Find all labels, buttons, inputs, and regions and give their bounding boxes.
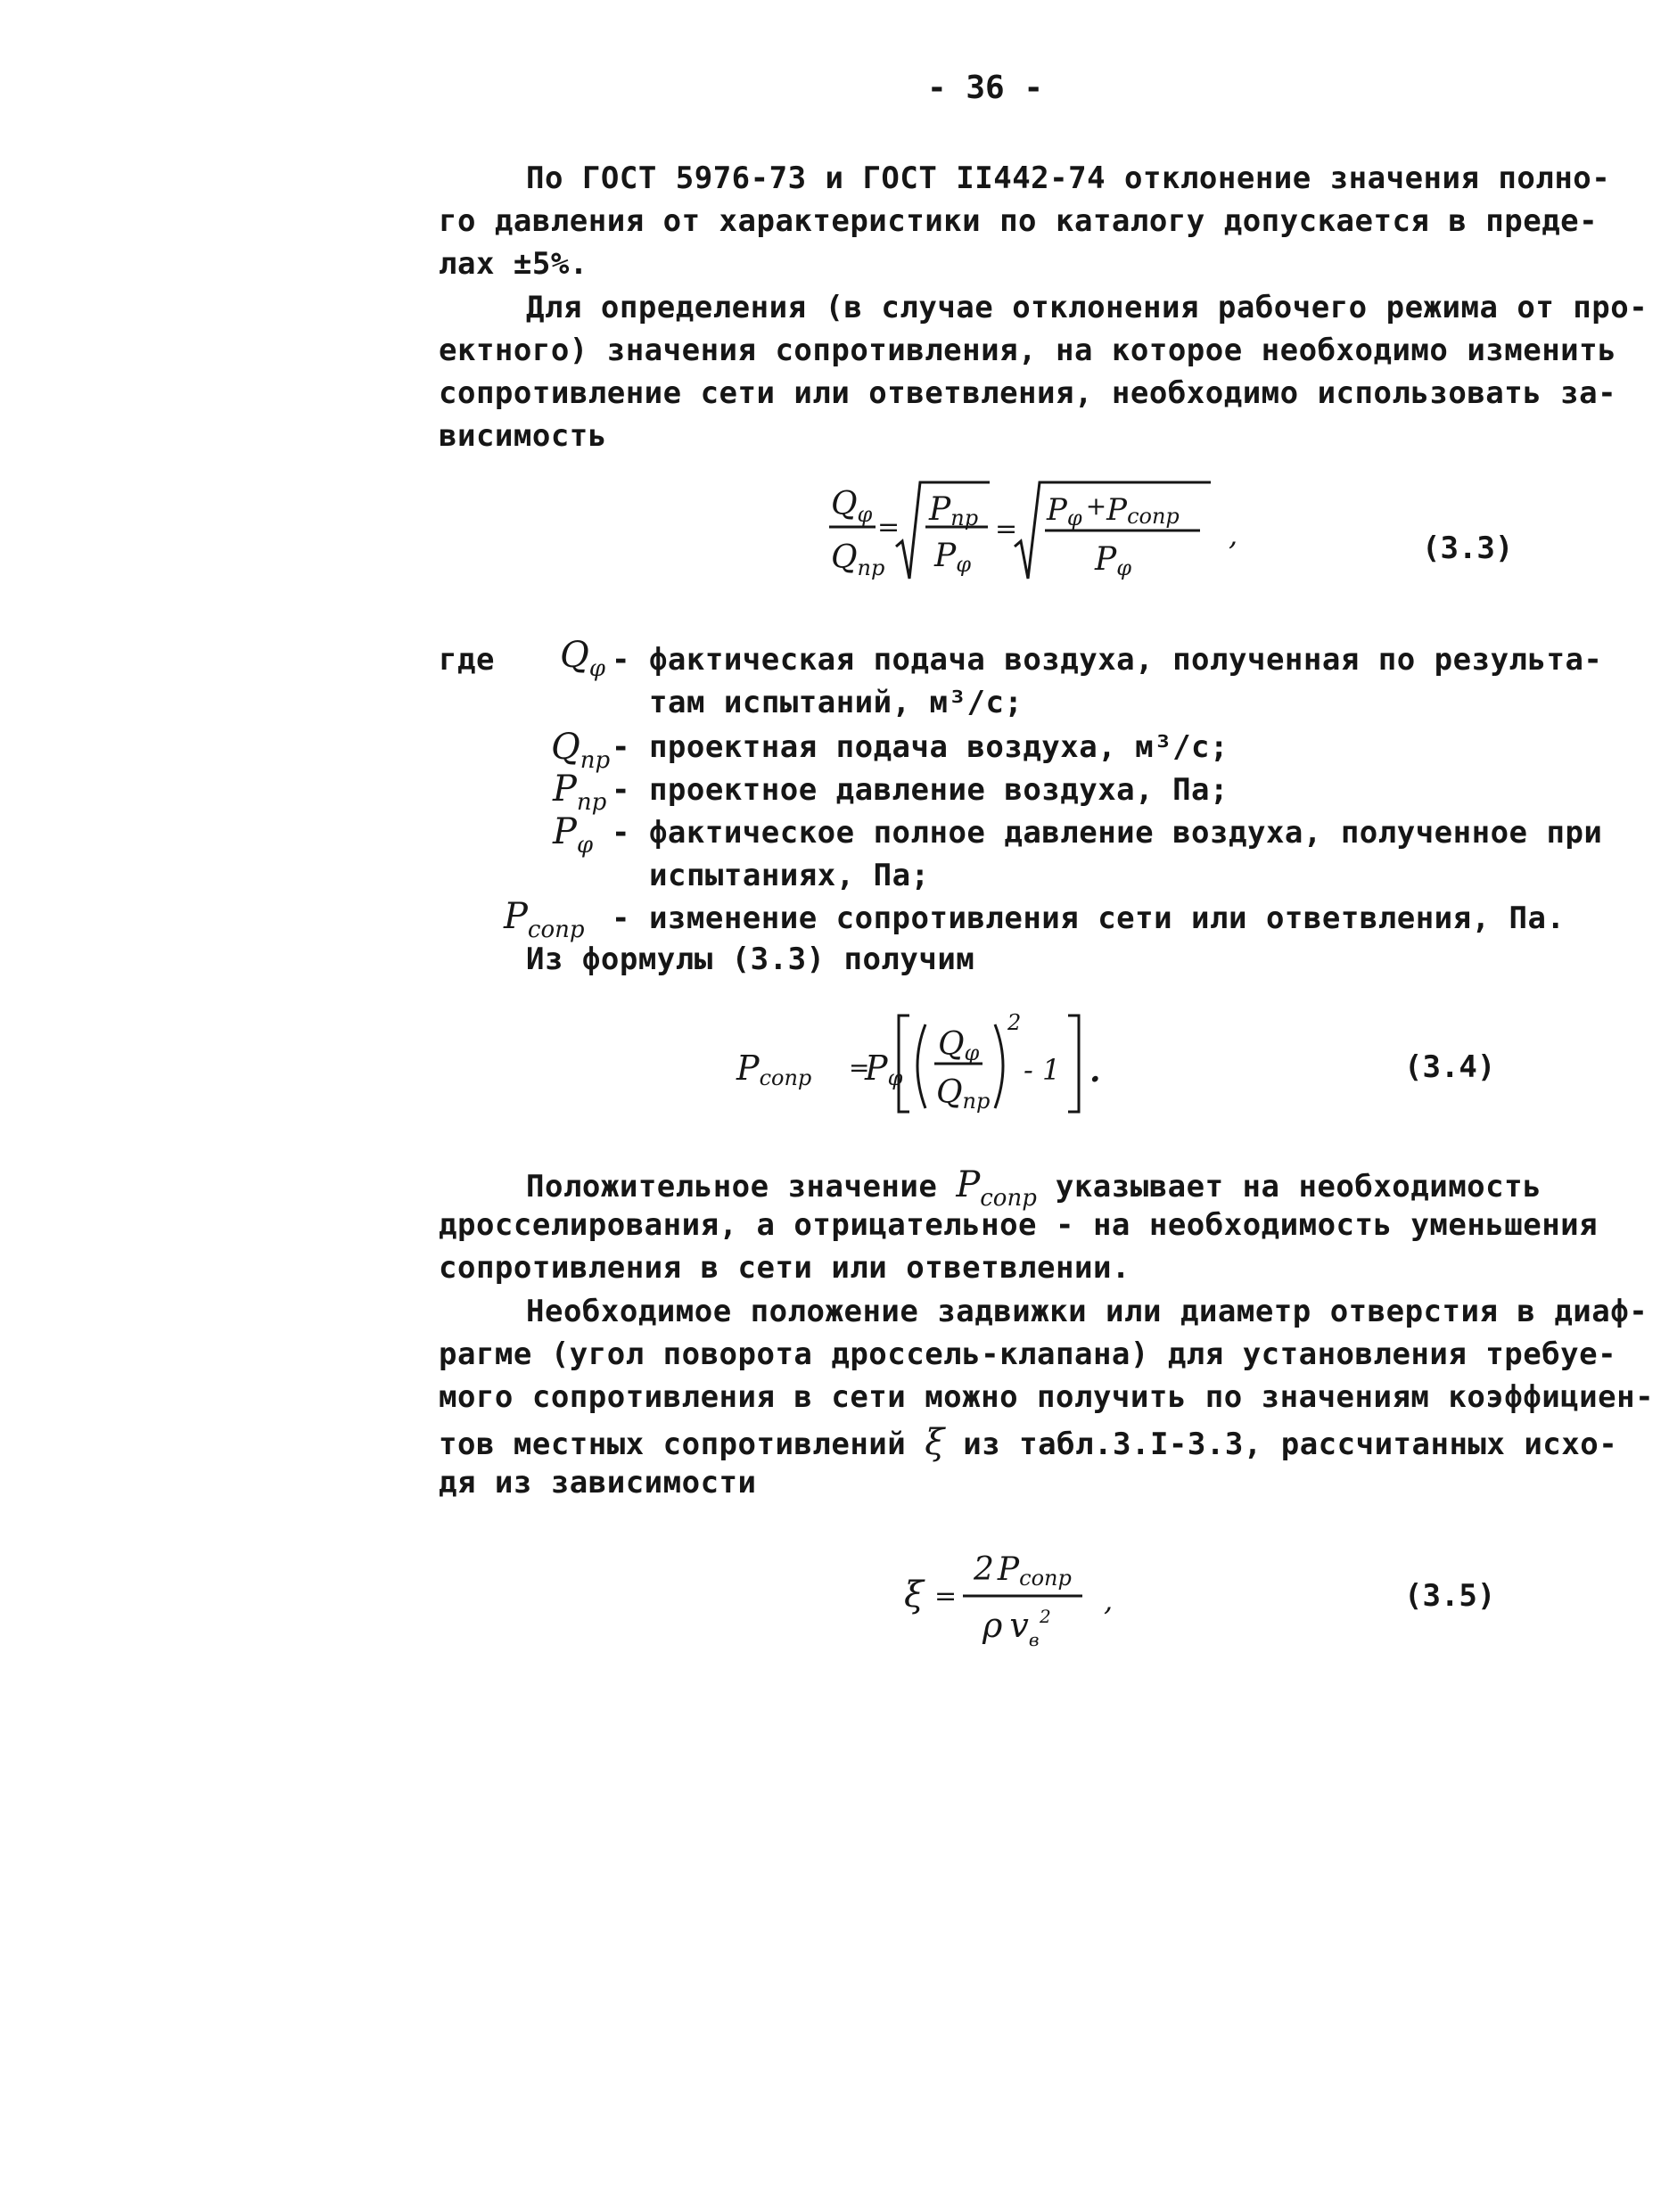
- left-bracket: [899, 1016, 909, 1112]
- eq33-lhs-den: $Q_{пр}$: [831, 539, 885, 580]
- text-line: рагме (угол поворота дроссель-клапана) для установления требуе-: [439, 1336, 1617, 1372]
- eq34-lhs: Pсопр: [736, 1048, 812, 1090]
- text-line: сопротивления в сети или ответвлении.: [439, 1250, 1130, 1286]
- left-paren: [917, 1024, 925, 1108]
- legend-symbol: $P_{пр}$: [553, 769, 607, 816]
- text-line: лах ±5%.: [439, 246, 588, 282]
- equation-number: (3.3): [1422, 530, 1514, 566]
- text-line: ектного) значения сопротивления, на которое необходимо изменить: [439, 333, 1617, 368]
- eq34-num: Qφ: [938, 1026, 980, 1065]
- legend-description: там испытаний, м³/с;: [649, 685, 1024, 720]
- minus-one: - 1: [1024, 1053, 1061, 1087]
- page-number: - 36 -: [927, 70, 1044, 106]
- equation-3-4: [731, 1003, 1123, 1128]
- legend-description: - проектная подача воздуха, м³/с;: [612, 729, 1229, 765]
- text-line: Положительное значение $P_{сопр}$ указывает на необходимость: [526, 1164, 1542, 1212]
- text-line: тов местных сопротивлений ξ из табл.3.I-3.3, рассчитанных исхо-: [439, 1422, 1618, 1463]
- legend-description: - фактическая подача воздуха, полученная по результа-: [612, 642, 1603, 678]
- text-line: дя из зависимости: [439, 1465, 757, 1501]
- from-formula-text: Из формулы (3.3) получим: [526, 942, 975, 977]
- text-line: го давления от характеристики по каталогу допускается в преде-: [439, 203, 1599, 239]
- eq35-lhs: ξ: [904, 1575, 925, 1616]
- comma: ,: [1104, 1583, 1114, 1617]
- text-line: мого сопротивления в сети можно получить по значениям коэффициен-: [439, 1379, 1655, 1415]
- right-bracket: [1068, 1016, 1079, 1112]
- eq33-rhs-den: Pφ: [1095, 541, 1132, 580]
- legend-description: испытаниях, Па;: [649, 858, 930, 893]
- inline-symbol: $P_{сопр}$: [956, 1164, 1037, 1212]
- equals-sign: =: [877, 512, 900, 543]
- comma: ,: [1229, 518, 1238, 552]
- equals-sign: =: [995, 514, 1018, 545]
- text-line: Необходимое положение задвижки или диаметр отверстия в диаф-: [526, 1294, 1648, 1329]
- eq33-mid-den: Pφ: [934, 538, 972, 577]
- equation-3-5: [900, 1534, 1168, 1658]
- eq34-p: Pφ: [865, 1048, 903, 1090]
- eq35-den: ρ $v_в$: [982, 1606, 1040, 1650]
- equation-3-3: [811, 468, 1257, 593]
- eq35-num: 2 Pсопр: [974, 1551, 1072, 1591]
- legend-symbol: $Q_{пр}$: [551, 727, 611, 774]
- period: .: [1089, 1052, 1101, 1090]
- text-line: сопротивление сети или ответвления, необходимо использовать за-: [439, 375, 1617, 411]
- eq33-rhs-num: Pφ +Pсопр: [1047, 491, 1180, 530]
- text-line: висимость: [439, 418, 607, 454]
- legend-symbol: $Q_\varphi$: [560, 635, 606, 682]
- eq33-lhs-num: $Q_\varphi$: [831, 486, 873, 527]
- equation-number: (3.4): [1404, 1049, 1496, 1085]
- equation-number: (3.5): [1404, 1578, 1496, 1614]
- where-word: где: [439, 642, 495, 678]
- eq33-mid-num: Pпр: [929, 491, 979, 530]
- eq34-den: Qпр: [936, 1074, 991, 1114]
- text-line: По ГОСТ 5976-73 и ГОСТ II442-74 отклонение значения полно-: [526, 160, 1611, 196]
- legend-description: - изменение сопротивления сети или ответвления, Па.: [612, 900, 1566, 936]
- legend-description: - фактическое полное давление воздуха, полученное при: [612, 815, 1603, 851]
- inline-symbol: ξ: [925, 1422, 945, 1463]
- exponent: 2: [1007, 1010, 1022, 1035]
- equals-sign: =: [934, 1581, 958, 1612]
- legend-symbol: $P_\varphi$: [553, 811, 594, 859]
- exponent: 2: [1040, 1606, 1051, 1627]
- text-line: Для определения (в случае отклонения рабочего режима от про-: [526, 290, 1648, 325]
- text-line: дросселирования, а отрицательное - на необходимость уменьшения: [439, 1207, 1599, 1243]
- right-paren: [995, 1024, 1003, 1108]
- equals-sign: =: [849, 1053, 870, 1082]
- legend-symbol: $P_{сопр}$: [504, 896, 585, 943]
- legend-description: - проектное давление воздуха, Па;: [612, 772, 1229, 808]
